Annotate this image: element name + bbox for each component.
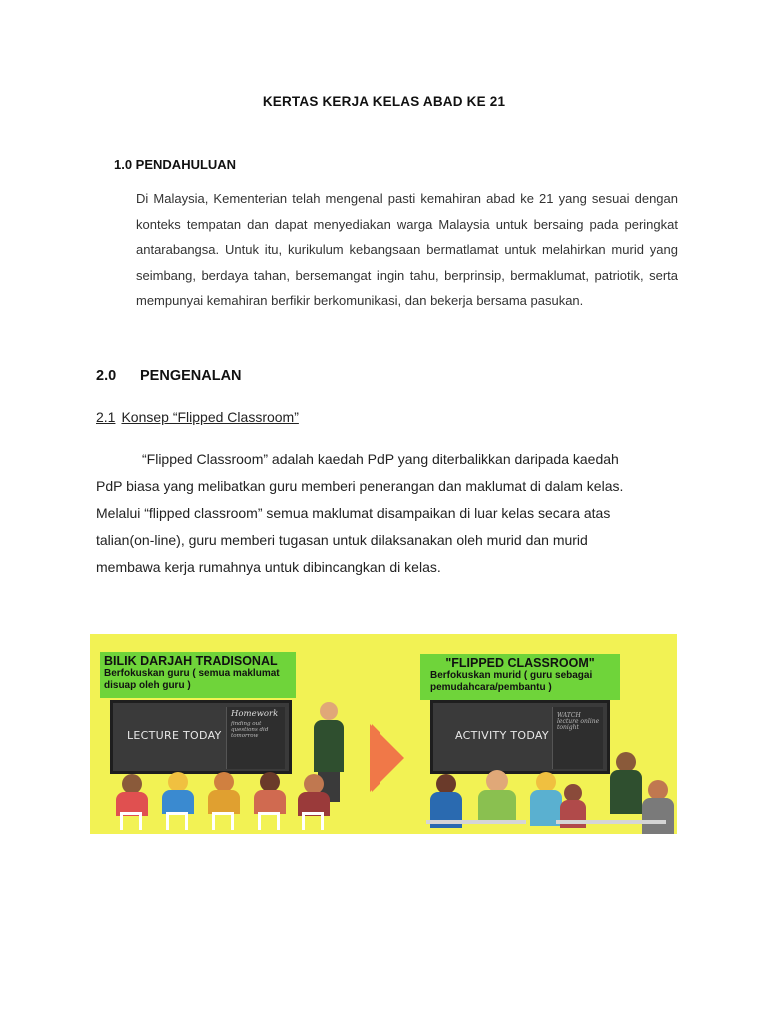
lecture-board-text: LECTURE TODAY [127,729,222,742]
homework-note: finding out questions did tomorrow [231,721,269,739]
subsection-title: Konsep “Flipped Classroom” [121,409,299,425]
classroom-comparison-figure [90,634,677,834]
body-line: Melalui “flipped classroom” semua maklumat disampaikan di luar kelas secara atas [96,505,611,521]
section-1-heading: 1.0 PENDAHULUAN [114,157,237,172]
traditional-title: BILIK DARJAH TRADISONAL [104,654,278,668]
section-2-title: PENGENALAN [140,368,242,384]
teacher-head [320,702,338,720]
homework-panel [226,707,285,769]
flipped-subtitle-line: Berfokuskan murid ( guru sebagai [430,670,593,681]
chair-shape [302,812,324,830]
teacher-body [314,720,344,772]
body-line: PdP biasa yang melibatkan guru memberi penerangan dan maklumat di dalam kelas. [96,478,624,494]
activity-chalkboard [430,700,610,774]
desk-shape [556,820,666,824]
section-2-number: 2.0 [96,368,117,384]
flipped-title: "FLIPPED CLASSROOM" [445,656,595,670]
chair-shape [258,812,280,830]
subsection-2-1-heading [96,409,299,425]
activity-board-text: ACTIVITY TODAY [455,729,549,742]
traditional-classroom-label [100,652,296,698]
chair-shape [166,812,188,830]
chair-shape [212,812,234,830]
right-arrow-icon [370,724,404,792]
chair-shape [120,812,142,830]
watch-note-panel [552,707,603,769]
traditional-subtitle-line: disuap oleh guru ) [104,680,191,691]
traditional-subtitle-line: Berfokuskan guru ( semua maklumat [104,668,280,679]
flipped-subtitle-line: pemudahcara/pembantu ) [430,682,552,693]
body-line: membawa kerja rumahnya untuk dibincangkan di kelas. [96,559,441,575]
homework-title: Homework [231,709,279,719]
watch-note: WATCH lecture online tonight [557,712,600,731]
subsection-number: 2.1 [96,409,116,425]
section-1-body: Di Malaysia, Kementerian telah mengenal pasti kemahiran abad ke 21 yang sesuai dengan konteks tempatan dan dapat menyediakan warga Malaysia untuk bersaing pada peringkat antarabangsa. Untuk itu, kurikulum kebangsaan bermatlamat untuk melahirkan murid yang seimbang, berdaya tahan, bersemangat ingin tahu, berprinsip, bermaklumat, patriotik, serta mempunyai kemahiran berfikir berkomunikasi, dan bekerja bersama pasukan. [136,191,678,308]
lecture-chalkboard [110,700,292,774]
flipped-classroom-label [420,654,620,700]
desk-shape [426,820,526,824]
document-title: KERTAS KERJA KELAS ABAD KE 21 [262,94,506,109]
section-2-heading [96,368,242,384]
body-line: talian(on-line), guru memberi tugasan untuk dilaksanakan oleh murid dan murid [96,532,588,548]
body-line: “Flipped Classroom” adalah kaedah PdP yang diterbalikkan daripada kaedah [142,451,619,467]
section-2-body [96,446,676,581]
